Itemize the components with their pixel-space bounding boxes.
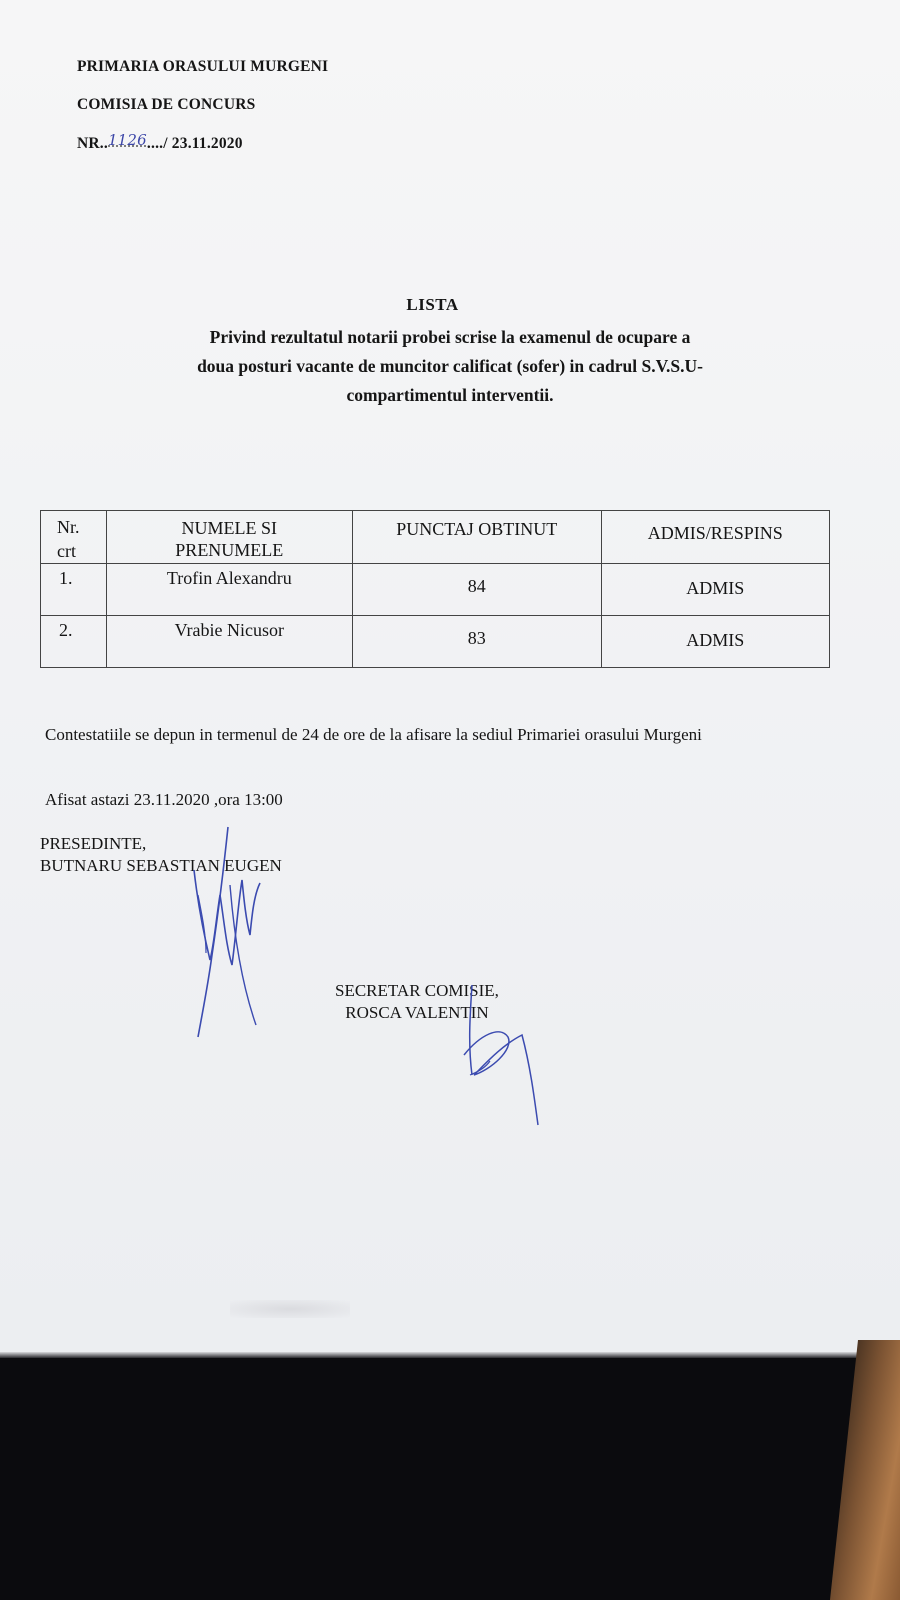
document-subject <box>95 323 805 410</box>
subject-line-3: compartimentul interventii. <box>346 385 554 405</box>
president-role: PRESEDINTE, <box>40 834 147 853</box>
commission-name: COMISIA DE CONCURS <box>77 96 256 113</box>
document-title: LISTA <box>406 295 459 314</box>
subject-line-1: Privind rezultatul notarii probei scrise la examenul de ocupare a <box>209 327 691 347</box>
posting-date: Afisat astazi 23.11.2020 ,ora 13:00 <box>45 790 283 809</box>
table-row <box>41 564 830 616</box>
secretary-block <box>335 980 499 1024</box>
secretary-role: SECRETAR COMISIE, <box>335 981 499 1000</box>
header-score: PUNCTAJ OBTINUT <box>352 511 601 564</box>
handwritten-number: 1126 <box>107 131 147 149</box>
table-header-row <box>41 511 830 564</box>
paper-mark <box>230 1300 350 1318</box>
table-row <box>41 616 830 668</box>
row-result: ADMIS <box>601 564 829 616</box>
header-name: NUMELE SI PRENUMELE <box>106 511 352 564</box>
row-score: 84 <box>352 564 601 616</box>
row-nr: 1. <box>41 564 107 616</box>
document-number <box>77 131 243 153</box>
row-name: Trofin Alexandru <box>106 564 352 616</box>
row-score: 83 <box>352 616 601 668</box>
header-nr: Nr. crt <box>41 511 107 564</box>
table-surface <box>830 1340 900 1600</box>
row-name: Vrabie Nicusor <box>106 616 352 668</box>
secretary-name: ROSCA VALENTIN <box>345 1003 489 1022</box>
paper-edge <box>0 1352 900 1358</box>
row-result: ADMIS <box>601 616 829 668</box>
header-result: ADMIS/RESPINS <box>601 511 829 564</box>
number-prefix: NR.. <box>77 135 108 152</box>
number-suffix: ..../ 23.11.2020 <box>146 135 243 152</box>
institution-name: PRIMARIA ORASULUI MURGENI <box>77 58 329 75</box>
subject-line-2: doua posturi vacante de muncitor calificat (sofer) in cadrul S.V.S.U- <box>197 356 703 376</box>
row-nr: 2. <box>41 616 107 668</box>
appeal-note: Contestatiile se depun in termenul de 24 de ore de la afisare la sediul Primariei orasului Murgeni <box>45 725 702 744</box>
results-table <box>40 510 830 668</box>
president-name: BUTNARU SEBASTIAN EUGEN <box>40 856 282 875</box>
president-block <box>40 833 282 877</box>
